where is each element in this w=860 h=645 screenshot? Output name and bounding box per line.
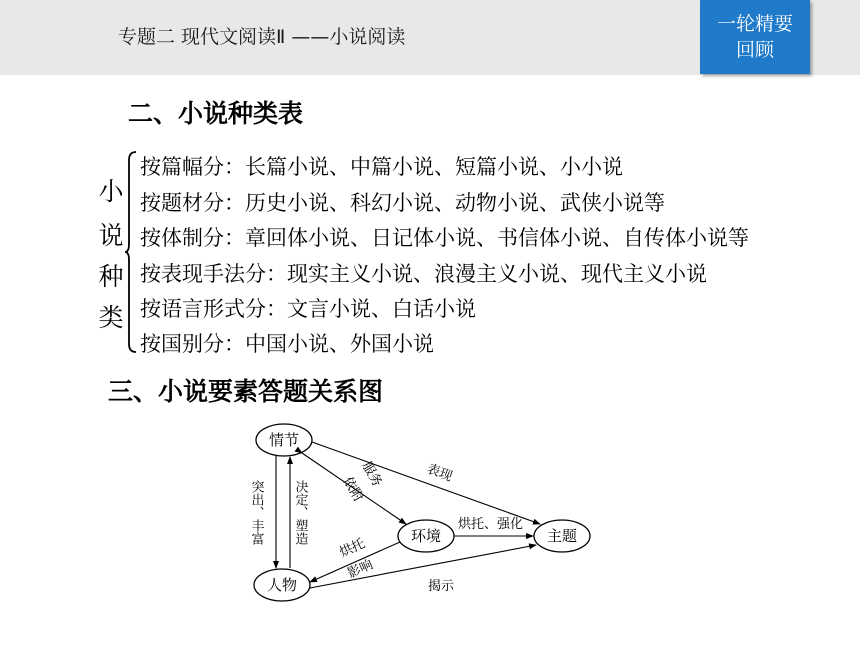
edge-label-env-character-2: 影响	[345, 557, 376, 582]
vertical-label-char: 小	[98, 177, 124, 206]
edge-label-env-theme: 烘托、强化	[458, 517, 524, 532]
novel-type-row: 按题材分：历史小说、科幻小说、动物小说、武侠小说等	[140, 191, 665, 215]
edge-label-plot-theme: 表现	[424, 461, 455, 485]
edge-label-env-plot-1: 服务	[358, 459, 385, 490]
edge-label-plot-character-right: 决定、塑造	[292, 480, 308, 545]
node-character-label: 人物	[266, 576, 298, 594]
section-heading-novel-types: 二、小说种类表	[128, 99, 304, 128]
novel-type-row: 按表现手法分：现实主义小说、浪漫主义小说、现代主义小说	[140, 262, 707, 286]
vertical-label-char: 类	[98, 303, 124, 332]
review-button-label-line1: 一轮精要	[716, 13, 793, 35]
edge-label-plot-character-left: 突出、丰富	[248, 480, 264, 545]
node-theme-label: 主题	[546, 527, 578, 545]
novel-type-row: 按体制分：章回体小说、日记体小说、书信体小说、自传体小说等	[140, 226, 749, 250]
vertical-label-char: 说	[98, 221, 124, 250]
section-heading-relation-diagram: 三、小说要素答题关系图	[108, 377, 384, 406]
page-title: 专题二 现代文阅读Ⅱ ——小说阅读	[118, 26, 406, 48]
edge-label-character-theme: 揭示	[428, 579, 455, 594]
novel-type-row: 按国别分：中国小说、外国小说	[140, 332, 434, 356]
review-button-label-line2: 回顾	[735, 39, 774, 61]
vertical-label-char: 种	[98, 262, 124, 291]
node-environment-label: 环境	[410, 527, 442, 545]
node-plot-label: 情节	[268, 431, 300, 449]
edge-label-env-plot-2: 依附	[339, 474, 366, 505]
novel-type-row: 按篇幅分：长篇小说、中篇小说、短篇小说、小小说	[140, 155, 623, 179]
novel-type-row: 按语言形式分：文言小说、白话小说	[140, 297, 476, 321]
brace-icon	[124, 150, 140, 355]
review-button[interactable]	[700, 0, 810, 74]
relation-diagram	[240, 410, 610, 610]
edge-label-env-character-1: 烘托	[337, 536, 368, 561]
